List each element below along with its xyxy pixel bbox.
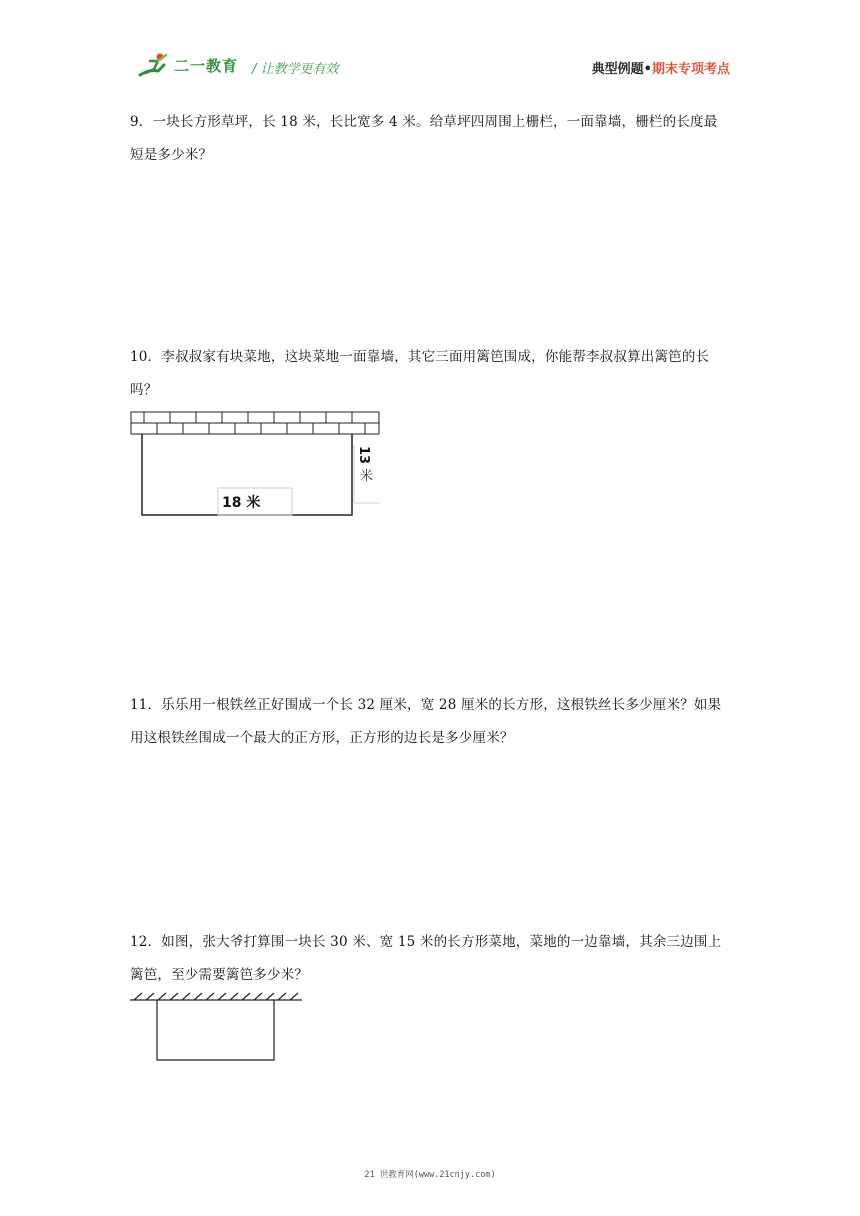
question-number: 11． <box>130 697 162 713</box>
question-12 <box>130 926 730 992</box>
plot-outline <box>157 1000 274 1060</box>
width-label-number: 13 <box>356 446 371 465</box>
question-text: 李叔叔家有块菜地，这块菜地一面靠墙，其它三面用篱笆围成，你能帮李叔叔算出篱笆的长吗？ <box>130 349 710 398</box>
header-category-dot: • <box>643 62 652 77</box>
runner-logo-icon <box>136 51 172 79</box>
header-category-main: 典型例题 <box>591 62 644 77</box>
width-label-unit: 米 <box>360 469 374 484</box>
header-category-accent: 期末专项考点 <box>651 62 730 77</box>
brick-wall <box>131 412 379 434</box>
question-text: 乐乐用一根铁丝正好围成一个长 32 厘米，宽 28 厘米的长方形，这根铁丝长多少厘米？如果用这根铁丝围成一个最大的正方形，正方形的边长是多少厘米？ <box>130 697 722 746</box>
header-category <box>592 58 730 77</box>
question-text: 一块长方形草坪，长 18 米，长比宽多 4 米。给草坪四周围上栅栏，一面靠墙，栅栏的长度最短是多少米？ <box>130 114 718 163</box>
wall-hatching <box>130 993 302 1000</box>
logo-text: 二一教育 <box>174 56 239 75</box>
question-number: 9． <box>130 114 153 130</box>
question-10 <box>130 341 730 407</box>
question-9 <box>130 106 730 172</box>
length-label: 18 米 <box>222 495 261 511</box>
question-11 <box>130 689 730 755</box>
vegetable-plot-figure <box>130 990 310 1070</box>
question-text: 如图，张大爷打算围一块长 30 米、宽 15 米的长方形菜地，菜地的一边靠墙，其余三边围上篱笆，至少需要篱笆多少米？ <box>130 934 722 983</box>
garden-wall-figure <box>130 410 390 522</box>
question-number: 10． <box>130 349 162 365</box>
brand-logo <box>136 50 238 80</box>
page-footer: 21 世教育网(www.21cnjy.com) <box>364 1170 496 1180</box>
question-number: 12． <box>130 934 162 950</box>
slogan: / 让教学更有效 <box>252 62 339 77</box>
page-header <box>0 0 860 90</box>
